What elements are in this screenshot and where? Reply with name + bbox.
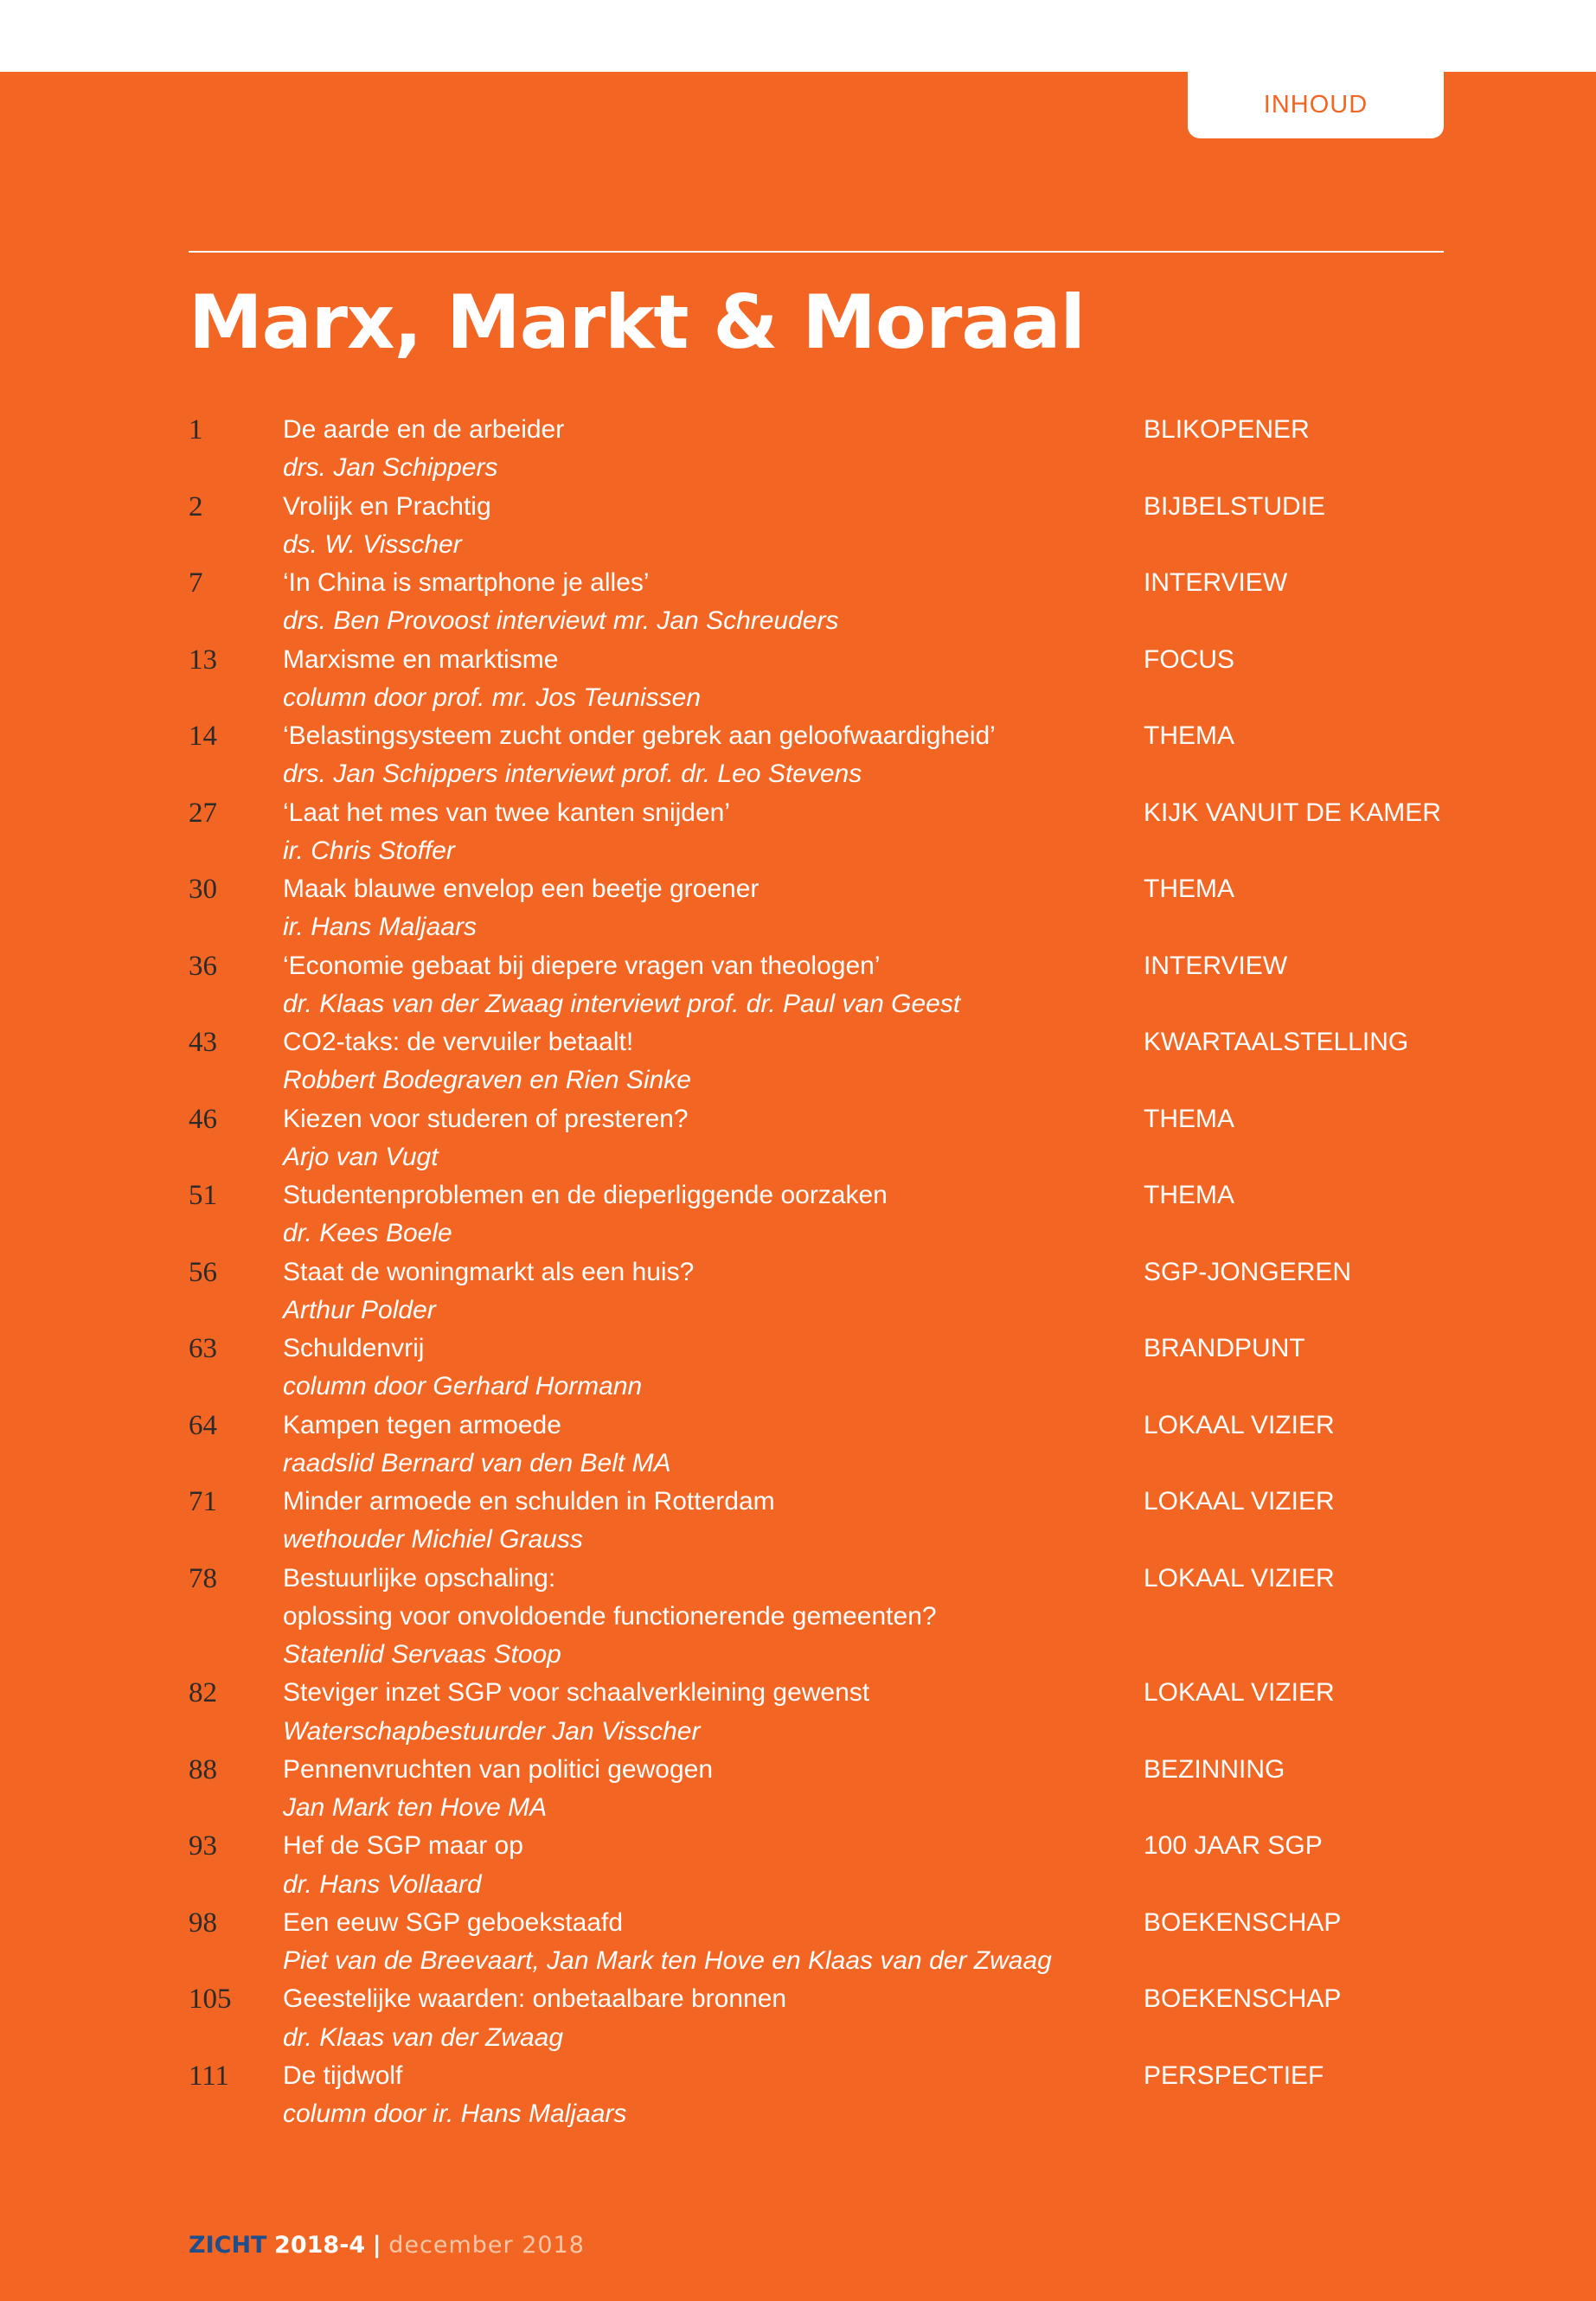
toc-entry[interactable] xyxy=(189,564,1452,641)
toc-article-author: Robbert Bodegraven en Rien Sinke xyxy=(283,1066,691,1095)
toc-entry[interactable] xyxy=(189,1253,1452,1330)
toc-article-author: dr. Hans Vollaard xyxy=(283,1869,482,1899)
toc-entry[interactable] xyxy=(189,411,1452,488)
toc-entry-main-line xyxy=(189,641,1452,679)
toc-entry-main-line xyxy=(189,1023,1452,1061)
toc-entry[interactable] xyxy=(189,1751,1452,1828)
toc-page-number: 63 xyxy=(189,1333,217,1364)
toc-section-label: LOKAAL VIZIER xyxy=(1144,1678,1335,1708)
toc-page-number: 13 xyxy=(189,644,217,676)
toc-page-number: 71 xyxy=(189,1486,217,1517)
toc-entry[interactable] xyxy=(189,870,1452,947)
toc-article-author: dr. Klaas van der Zwaag xyxy=(283,2022,564,2052)
toc-entry-main-line xyxy=(189,488,1452,526)
toc-entry[interactable] xyxy=(189,1483,1452,1560)
toc-entry-author-line xyxy=(189,1138,1452,1176)
toc-section-label: THEMA xyxy=(1144,1181,1234,1209)
toc-entry-author-line xyxy=(189,1292,1452,1330)
toc-section-label: KIJK VANUIT DE KAMER xyxy=(1144,798,1441,827)
toc-entry[interactable] xyxy=(189,1407,1452,1484)
toc-entry-author-line xyxy=(189,908,1452,946)
toc-article-author: column door prof. mr. Jos Teunissen xyxy=(283,683,702,712)
toc-article-author: drs. Jan Schippers xyxy=(283,453,498,483)
toc-section-label: KWARTAALSTELLING xyxy=(1144,1028,1409,1056)
title-divider xyxy=(189,251,1444,253)
toc-article-title: Marxisme en marktisme xyxy=(283,644,559,674)
toc-article-title: Kiezen voor studeren of presteren? xyxy=(283,1104,689,1133)
footer-date: december 2018 xyxy=(388,2232,585,2259)
toc-entry[interactable] xyxy=(189,947,1452,1024)
section-tab xyxy=(1188,72,1444,138)
toc-article-title: Kampen tegen armoede xyxy=(283,1410,561,1439)
toc-entry-author-line xyxy=(189,1215,1452,1253)
toc-article-author: ds. W. Visscher xyxy=(283,529,462,559)
toc-section-label: LOKAAL VIZIER xyxy=(1144,1487,1335,1516)
toc-page-number: 64 xyxy=(189,1409,217,1441)
toc-page-number: 1 xyxy=(189,414,203,445)
toc-entry-main-line xyxy=(189,1751,1452,1789)
toc-entry-author-line xyxy=(189,679,1452,717)
toc-article-author: ir. Chris Stoffer xyxy=(283,836,455,865)
toc-article-title: Pennenvruchten van politici gewogen xyxy=(283,1754,714,1784)
toc-section-label: BRANDPUNT xyxy=(1144,1334,1305,1362)
toc-article-author: Statenlid Servaas Stoop xyxy=(283,1640,561,1669)
toc-article-title: ‘Laat het mes van twee kanten snijden’ xyxy=(283,798,730,827)
toc-entry[interactable] xyxy=(189,1674,1452,1751)
toc-article-title: ‘Belastingsysteem zucht onder gebrek aan geloofwaardigheid’ xyxy=(283,721,996,750)
toc-section-label: BLIKOPENER xyxy=(1144,415,1310,444)
toc-article-author: column door ir. Hans Maljaars xyxy=(283,2099,627,2128)
toc-entry[interactable] xyxy=(189,1980,1452,2057)
toc-entry-author-line xyxy=(189,2095,1452,2133)
toc-page-number: 111 xyxy=(189,2060,230,2092)
toc-entry-main-line xyxy=(189,1560,1452,1598)
footer-brand: ZICHT xyxy=(189,2232,267,2259)
toc-entry[interactable] xyxy=(189,488,1452,565)
toc-entry[interactable] xyxy=(189,641,1452,718)
toc-page-number: 36 xyxy=(189,950,217,982)
toc-article-title: ‘In China is smartphone je alles’ xyxy=(283,568,650,597)
toc-article-author: drs. Jan Schippers interviewt prof. dr. Leo Stevens xyxy=(283,760,862,789)
toc-article-author: column door Gerhard Hormann xyxy=(283,1372,643,1401)
toc-article-title: Staat de woningmarkt als een huis? xyxy=(283,1257,695,1286)
toc-page-number: 56 xyxy=(189,1256,217,1288)
toc-entry-main-line xyxy=(189,1100,1452,1138)
toc-section-label: FOCUS xyxy=(1144,644,1234,674)
toc-entry-subtitle-line xyxy=(189,1598,1452,1636)
toc-entry-author-line xyxy=(189,1713,1452,1751)
toc-article-title: CO2-taks: de vervuiler betaalt! xyxy=(283,1028,634,1056)
toc-section-label: LOKAAL VIZIER xyxy=(1144,1410,1335,1439)
toc-article-title: Maak blauwe envelop een beetje groener xyxy=(283,875,760,903)
toc-section-label: BIJBELSTUDIE xyxy=(1144,491,1326,521)
toc-page-number: 43 xyxy=(189,1027,217,1058)
toc-entry-main-line xyxy=(189,1483,1452,1521)
toc-entry-author-line xyxy=(189,755,1452,793)
footer-separator: | xyxy=(372,2232,381,2259)
toc-section-label: PERSPECTIEF xyxy=(1144,2061,1324,2090)
toc-entry-main-line xyxy=(189,564,1452,602)
toc-entry-main-line xyxy=(189,1407,1452,1445)
toc-entry-main-line xyxy=(189,794,1452,832)
toc-page-number: 78 xyxy=(189,1562,217,1594)
toc-entry[interactable] xyxy=(189,2057,1452,2134)
toc-article-author: dr. Kees Boele xyxy=(283,1219,452,1248)
toc-entry-author-line xyxy=(189,1061,1452,1099)
toc-entry-author-line xyxy=(189,1866,1452,1904)
toc-article-title: De aarde en de arbeider xyxy=(283,415,565,444)
toc-page-number: 93 xyxy=(189,1830,217,1862)
toc-article-author: Arjo van Vugt xyxy=(283,1142,439,1171)
toc-article-author: drs. Ben Provoost interviewt mr. Jan Schreuders xyxy=(283,606,839,636)
toc-entry-main-line xyxy=(189,1253,1452,1292)
toc-article-subtitle: oplossing voor onvoldoende functionerende gemeenten? xyxy=(283,1601,937,1631)
toc-section-label: INTERVIEW xyxy=(1144,568,1288,597)
toc-entry-author-line xyxy=(189,832,1452,870)
toc-section-label: LOKAAL VIZIER xyxy=(1144,1563,1335,1593)
toc-entry[interactable] xyxy=(189,717,1452,794)
section-tab-label: INHOUD xyxy=(1263,91,1368,119)
toc-entry[interactable] xyxy=(189,1904,1452,1981)
toc-page-number: 2 xyxy=(189,490,203,522)
toc-entry-author-line xyxy=(189,449,1452,487)
toc-entry[interactable] xyxy=(189,1330,1452,1407)
toc-entry[interactable] xyxy=(189,1827,1452,1904)
toc-section-label: BOEKENSCHAP xyxy=(1144,1984,1342,2014)
toc-entry-author-line xyxy=(189,1445,1452,1483)
toc-entry[interactable] xyxy=(189,794,1452,871)
toc-article-title: Schuldenvrij xyxy=(283,1334,425,1362)
toc-entry[interactable] xyxy=(189,1023,1452,1100)
toc-section-label: BOEKENSCHAP xyxy=(1144,1907,1342,1937)
toc-entry-main-line xyxy=(189,717,1452,755)
toc-article-title: Steviger inzet SGP voor schaalverkleining gewenst xyxy=(283,1678,870,1708)
toc-section-label: 100 JAAR SGP xyxy=(1144,1831,1323,1861)
toc-page-number: 82 xyxy=(189,1677,217,1709)
toc-entry-main-line xyxy=(189,2057,1452,2095)
table-of-contents xyxy=(189,411,1452,2133)
toc-page-number: 105 xyxy=(189,1984,232,2016)
toc-entry[interactable] xyxy=(189,1100,1452,1177)
toc-section-label: BEZINNING xyxy=(1144,1754,1285,1784)
toc-page-number: 14 xyxy=(189,721,217,752)
toc-entry-author-line xyxy=(189,1789,1452,1827)
page-footer xyxy=(189,2232,585,2259)
toc-entry-author-line xyxy=(189,1942,1452,1980)
toc-article-title: Vrolijk en Prachtig xyxy=(283,491,491,521)
toc-article-title: De tijdwolf xyxy=(283,2061,403,2090)
toc-entry-main-line xyxy=(189,1176,1452,1215)
toc-entry-author-line xyxy=(189,2019,1452,2057)
toc-article-author: raadslid Bernard van den Belt MA xyxy=(283,1448,671,1477)
toc-article-author: dr. Klaas van der Zwaag interviewt prof. dr. Paul van Geest xyxy=(283,989,961,1018)
toc-article-title: Geestelijke waarden: onbetaalbare bronnen xyxy=(283,1984,787,2014)
toc-article-title: Bestuurlijke opschaling: xyxy=(283,1563,556,1593)
toc-article-author: wethouder Michiel Grauss xyxy=(283,1525,583,1554)
toc-page-number: 27 xyxy=(189,797,217,829)
toc-entry-main-line xyxy=(189,1904,1452,1942)
toc-section-label: THEMA xyxy=(1144,875,1234,903)
toc-page-number: 30 xyxy=(189,874,217,905)
toc-article-author: ir. Hans Maljaars xyxy=(283,913,477,942)
toc-article-title: Een eeuw SGP geboekstaafd xyxy=(283,1907,624,1937)
toc-page-number: 88 xyxy=(189,1753,217,1785)
toc-section-label: THEMA xyxy=(1144,1104,1234,1133)
toc-entry-main-line xyxy=(189,1674,1452,1712)
toc-entry-author-line xyxy=(189,602,1452,640)
toc-article-title: ‘Economie gebaat bij diepere vragen van theologen’ xyxy=(283,951,881,980)
toc-article-title: Hef de SGP maar op xyxy=(283,1831,523,1861)
toc-article-title: Studentenproblemen en de dieperliggende oorzaken xyxy=(283,1181,888,1209)
toc-article-author: Piet van de Breevaart, Jan Mark ten Hove en Klaas van der Zwaag xyxy=(283,1946,1052,1975)
toc-entry-author-line xyxy=(189,985,1452,1023)
toc-entry-main-line xyxy=(189,870,1452,908)
toc-article-author: Waterschapbestuurder Jan Visscher xyxy=(283,1716,701,1746)
toc-section-label: THEMA xyxy=(1144,721,1234,750)
toc-entry-main-line xyxy=(189,1827,1452,1865)
toc-entry-author-line xyxy=(189,1368,1452,1406)
toc-article-author: Jan Mark ten Hove MA xyxy=(283,1793,548,1822)
toc-article-author: Arthur Polder xyxy=(283,1295,436,1324)
toc-entry-main-line xyxy=(189,411,1452,449)
toc-page-number: 98 xyxy=(189,1907,217,1939)
toc-page-number: 7 xyxy=(189,567,203,599)
toc-entry-author-line xyxy=(189,1521,1452,1559)
footer-issue: 2018-4 xyxy=(274,2232,366,2259)
toc-page-number: 51 xyxy=(189,1180,217,1211)
toc-entry-author-line xyxy=(189,1636,1452,1674)
toc-page-number: 46 xyxy=(189,1103,217,1135)
toc-section-label: SGP-JONGEREN xyxy=(1144,1257,1352,1286)
page-title: Marx, Markt & Moraal xyxy=(189,279,1085,366)
toc-entry[interactable] xyxy=(189,1560,1452,1675)
toc-entry-main-line xyxy=(189,1330,1452,1368)
toc-section-label: INTERVIEW xyxy=(1144,951,1288,980)
toc-article-title: Minder armoede en schulden in Rotterdam xyxy=(283,1487,775,1516)
toc-entry-author-line xyxy=(189,526,1452,564)
toc-entry-main-line xyxy=(189,1980,1452,2018)
toc-entry[interactable] xyxy=(189,1176,1452,1253)
toc-entry-main-line xyxy=(189,947,1452,985)
